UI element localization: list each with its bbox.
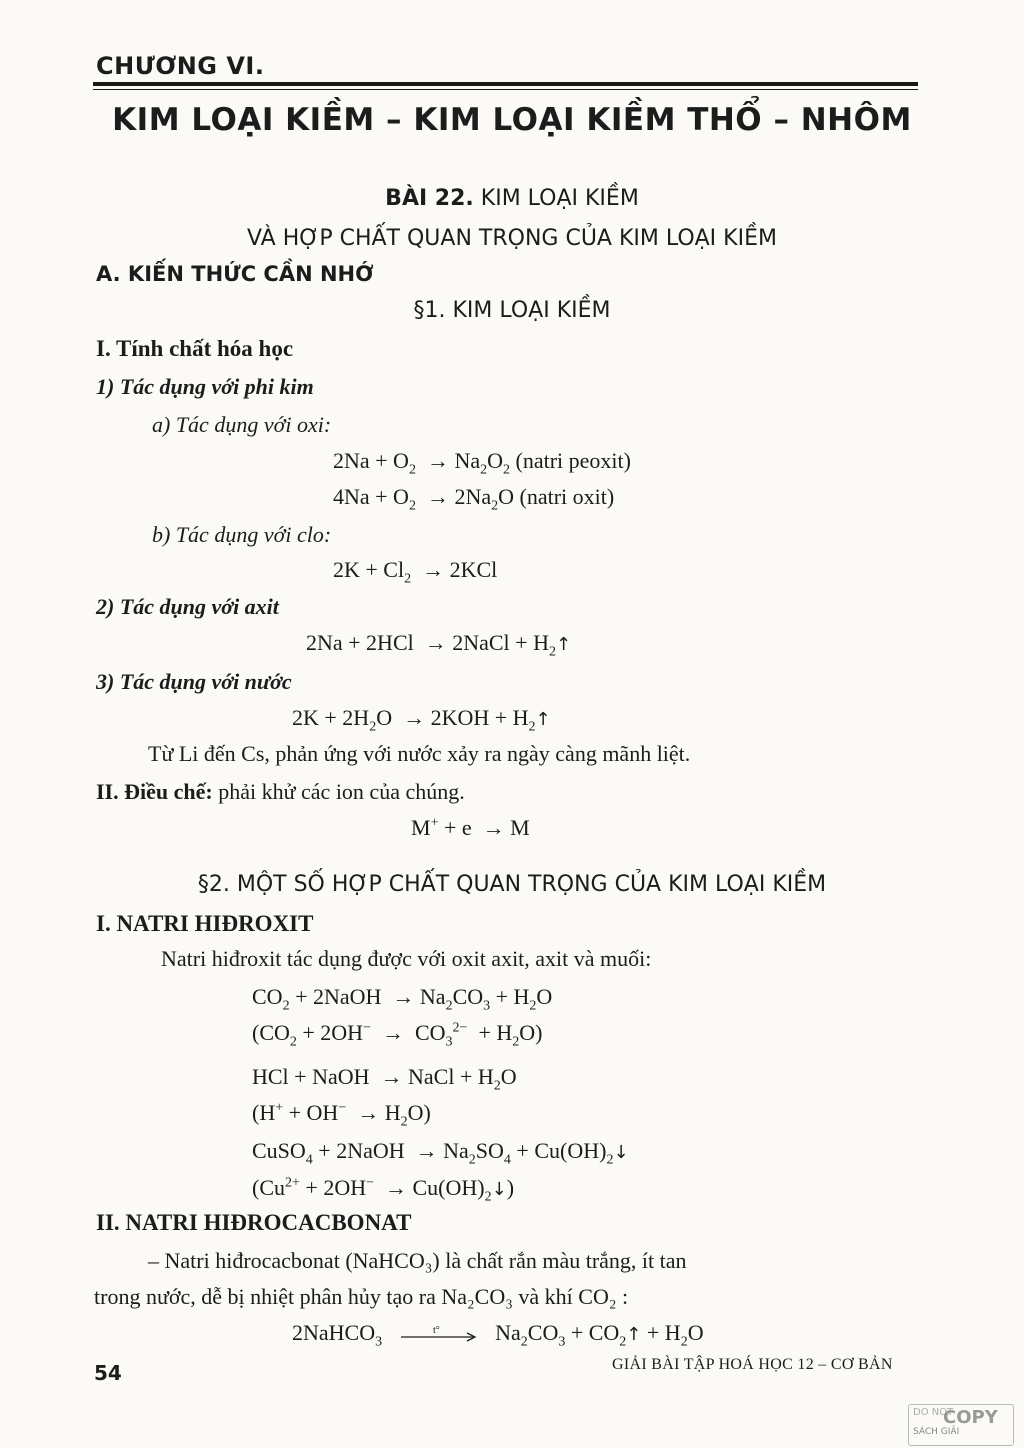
s2-part2-heading: II. NATRI HIĐROCACBONAT	[96, 1210, 412, 1235]
page-number: 54	[94, 1361, 122, 1385]
equation-na-hcl: 2Na + 2HCl → 2NaCl + $H_2↑$	[306, 630, 572, 660]
chapter-label: CHƯƠNG VI.	[96, 52, 265, 80]
s2-nahco3-line1: – Natri hiđrocacbonat (NaHCO₃) là chất rắn màu trắng, ít tan	[148, 1248, 687, 1273]
stamp-brand: SÁCH GIẢI	[913, 1427, 960, 1437]
s1-part2-label: II. Điều chế:	[96, 779, 213, 804]
section-a-heading: A. KIẾN THỨC CẦN NHỚ	[96, 262, 374, 286]
equation-co2-naoh: $CO_2$ + 2NaOH → $Na_2CO_3 + H_2O$	[252, 984, 553, 1014]
equation-k-h2o: $2K + 2H_2O \to 2KOH$ + $H_2↑$	[292, 705, 551, 735]
lesson-number: BÀI 22.	[385, 186, 474, 211]
equation-nahco3-decomposition: 2NaHCO$_3$ t° $Na_2CO_3$ + $CO_2↑ + H_2O$	[292, 1320, 704, 1350]
s2-heading: §2. MỘT SỐ HỢP CHẤT QUAN TRỌNG CỦA KIM LOẠI KIỀM	[197, 872, 827, 897]
s1-sub1b-heading: b) Tác dụng với clo:	[152, 522, 332, 547]
s1-part1-heading: I. Tính chất hóa học	[96, 336, 294, 361]
s2-nahco3-line2: trong nước, dễ bị nhiệt phân hủy tạo ra Na₂CO₃ và khí CO₂ :	[94, 1284, 629, 1309]
equation-na-o2-peroxide: $2Na + O_2 \to Na_2O_2$ (natri peoxit)	[333, 448, 631, 478]
s2-naoh-intro: Natri hiđroxit tác dụng được với oxit axit, axit và muối:	[161, 946, 652, 971]
s1-part2-text: phải khử các ion của chúng.	[212, 779, 465, 804]
equation-na-o2-oxide: $4Na + O_2 \to 2Na_2O$ (natri oxit)	[333, 484, 615, 514]
header-rule-thick	[93, 82, 918, 86]
equation-cuso4-naoh: CuSO$_4$ + 2NaOH → $Na_2SO_4$ + $Cu(OH)_2↓$	[252, 1138, 629, 1168]
equation-co2-oh-ionic: $(CO_2 + 2OH^- \to CO_3^{2-} + H_2O)$	[252, 1020, 543, 1050]
copy-watermark-stamp	[908, 1404, 1014, 1446]
equation-h-oh-ionic: $(H^+ + OH^- \to H_2O)$	[252, 1100, 431, 1130]
header-rule-thin	[93, 89, 918, 90]
heat-arrow	[399, 1326, 479, 1344]
s1-sub2-heading: 2) Tác dụng với axit	[96, 594, 279, 619]
lesson-title-line1: KIM LOẠI KIỀM	[480, 186, 639, 211]
chapter-title: KIM LOẠI KIỀM – KIM LOẠI KIỀM THỔ – NHÔM	[112, 102, 912, 138]
s2-part1-heading: I. NATRI HIĐROXIT	[96, 911, 314, 936]
stamp-copy: COPY	[943, 1407, 998, 1428]
equation-reduction: M+ + e → M	[411, 815, 530, 840]
s1-sub3-heading: 3) Tác dụng với nước	[96, 669, 292, 694]
stamp-do-not: DO NOT	[913, 1407, 954, 1418]
s1-part2-line	[96, 779, 465, 805]
s1-reactivity-note: Từ Li đến Cs, phản ứng với nước xảy ra ngày càng mãnh liệt.	[148, 741, 691, 766]
book-title: GIẢI BÀI TẬP HOÁ HỌC 12 – CƠ BẢN	[612, 1356, 893, 1373]
s1-sub1-heading: 1) Tác dụng với phi kim	[96, 374, 314, 399]
equation-hcl-naoh: HCl + NaOH → NaCl + $H_2O$	[252, 1064, 517, 1094]
equation-cu-oh-ionic: ($Cu^{2+} + 2OH^-$ → $Cu(OH)_2↓$)	[252, 1175, 515, 1205]
s1-sub1a-heading: a) Tác dụng với oxi:	[152, 412, 332, 437]
equation-k-cl2: $2K + Cl_2 \to 2KCl$	[333, 557, 498, 587]
svg-text:t°: t°	[432, 1325, 440, 1336]
lesson-title-line2: VÀ HỢP CHẤT QUAN TRỌNG CỦA KIM LOẠI KIỀM	[247, 226, 777, 251]
s1-heading: §1. KIM LOẠI KIỀM	[413, 298, 611, 323]
lesson-heading	[0, 186, 1024, 211]
